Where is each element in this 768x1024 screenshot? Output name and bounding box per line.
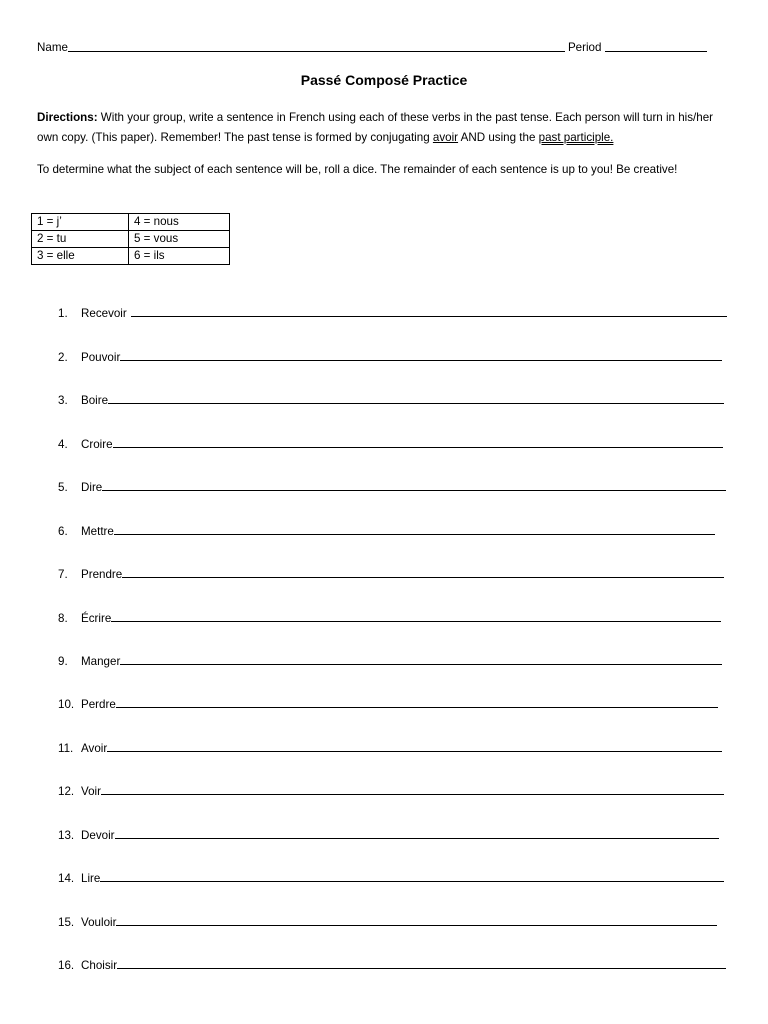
list-item <box>58 433 723 451</box>
item-number: 3. <box>58 394 68 407</box>
directions-text: With your group, write a sentence in French using each of these verbs in the past tense. Each person will turn in his/her own copy. (This paper). Remember! The past tense is formed by conjugating <box>37 111 714 144</box>
name-label: Name <box>37 41 68 54</box>
item-number: 15. <box>58 916 75 929</box>
answer-line[interactable] <box>100 881 724 882</box>
directions-paragraph <box>37 108 731 148</box>
answer-line[interactable] <box>102 490 726 491</box>
table-row <box>32 214 230 231</box>
list-item <box>58 346 722 364</box>
table-cell: 3 = elle <box>32 248 129 265</box>
item-verb: Voir <box>81 785 101 798</box>
answer-line[interactable] <box>113 447 723 448</box>
avoir-term: avoir <box>432 131 459 144</box>
item-number: 9. <box>58 655 68 668</box>
table-row <box>32 248 230 265</box>
table-cell: 5 = vous <box>129 231 230 248</box>
list-item <box>58 563 724 581</box>
item-verb: Recevoir <box>81 307 127 320</box>
answer-line[interactable] <box>108 403 724 404</box>
answer-line[interactable] <box>122 577 724 578</box>
list-item <box>58 389 724 407</box>
table-row <box>32 231 230 248</box>
list-item <box>58 520 715 538</box>
list-item <box>58 302 727 320</box>
item-number: 12. <box>58 785 75 798</box>
item-number: 4. <box>58 438 68 451</box>
page-title: Passé Composé Practice <box>300 72 468 88</box>
item-number: 14. <box>58 872 75 885</box>
item-verb: Choisir <box>81 959 118 972</box>
dice-subject-table <box>31 213 230 265</box>
item-verb: Devoir <box>81 829 115 842</box>
answer-line[interactable] <box>116 925 717 926</box>
item-verb: Dire <box>81 481 103 494</box>
list-item <box>58 867 724 885</box>
answer-line[interactable] <box>101 794 724 795</box>
item-verb: Prendre <box>81 568 123 581</box>
subject-instructions: To determine what the subject of each sentence will be, roll a dice. The remainder of each sentence is up to you! Be creative! <box>37 163 678 176</box>
item-number: 11. <box>58 742 74 755</box>
directions-text-middle: AND using the <box>460 131 536 144</box>
answer-line[interactable] <box>120 664 722 665</box>
item-verb: Écrire <box>81 612 112 625</box>
item-number: 10. <box>58 698 75 711</box>
list-item <box>58 693 718 711</box>
list-item <box>58 650 722 668</box>
item-verb: Lire <box>81 872 101 885</box>
list-item <box>58 911 717 929</box>
item-verb: Manger <box>81 655 121 668</box>
answer-line[interactable] <box>111 621 721 622</box>
list-item <box>58 607 721 625</box>
item-verb: Croire <box>81 438 113 451</box>
list-item <box>58 780 724 798</box>
answer-line[interactable] <box>116 707 718 708</box>
item-number: 16. <box>58 959 75 972</box>
past-participle-term: past participle. <box>538 131 614 144</box>
item-number: 8. <box>58 612 68 625</box>
item-number: 2. <box>58 351 68 364</box>
item-number: 6. <box>58 525 68 538</box>
list-item <box>58 954 726 972</box>
answer-line[interactable] <box>114 534 715 535</box>
list-item <box>58 824 719 842</box>
list-item <box>58 476 726 494</box>
answer-line[interactable] <box>107 751 722 752</box>
name-blank[interactable] <box>68 51 565 52</box>
period-label: Period <box>567 41 602 54</box>
directions-label: Directions: <box>37 111 98 124</box>
item-verb: Mettre <box>81 525 114 538</box>
item-number: 1. <box>58 307 68 320</box>
list-item <box>58 737 722 755</box>
item-number: 5. <box>58 481 68 494</box>
item-verb: Boire <box>81 394 109 407</box>
table-cell: 1 = j’ <box>32 214 129 231</box>
item-number: 13. <box>58 829 75 842</box>
answer-line[interactable] <box>131 316 727 317</box>
header-row <box>37 38 717 54</box>
answer-line[interactable] <box>117 968 726 969</box>
item-verb: Pouvoir <box>81 351 121 364</box>
item-verb: Avoir <box>81 742 108 755</box>
item-verb: Perdre <box>81 698 116 711</box>
answer-line[interactable] <box>115 838 719 839</box>
period-blank[interactable] <box>605 51 707 52</box>
table-cell: 6 = ils <box>129 248 230 265</box>
item-verb: Vouloir <box>81 916 117 929</box>
item-number: 7. <box>58 568 68 581</box>
table-cell: 2 = tu <box>32 231 129 248</box>
table-cell: 4 = nous <box>129 214 230 231</box>
answer-line[interactable] <box>120 360 722 361</box>
